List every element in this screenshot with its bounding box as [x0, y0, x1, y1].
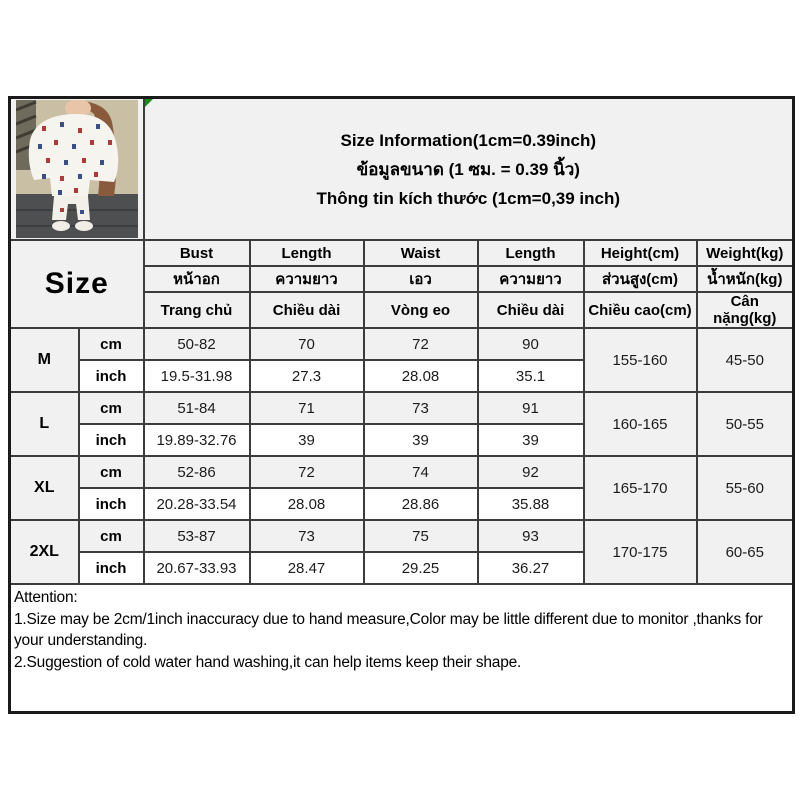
header-waist-th: เอว: [364, 266, 478, 292]
2xl-inch-waist: 29.25: [364, 552, 478, 584]
m-cm-bust: 50-82: [144, 328, 250, 360]
l-cm-length2: 91: [478, 392, 584, 424]
header-weight-en: Weight(kg): [697, 240, 794, 266]
header-length-en: Length: [250, 240, 364, 266]
title-th: ข้อมูลขนาด (1 ซม. = 0.39 นิ้ว): [356, 159, 580, 179]
m-cm-waist: 72: [364, 328, 478, 360]
title-en: Size Information(1cm=0.39inch): [340, 130, 597, 150]
unit-inch: inch: [79, 552, 144, 584]
header-waist-vi: Vòng eo: [364, 292, 478, 328]
size-header-cell: Size: [10, 240, 144, 328]
title-vi: Thông tin kích thước (1cm=0,39 inch): [316, 188, 621, 208]
m-weight: 45-50: [697, 328, 794, 392]
l-weight: 50-55: [697, 392, 794, 456]
xl-inch-length: 28.08: [250, 488, 364, 520]
attention-row: [10, 584, 794, 713]
size-label-2xl: 2XL: [10, 520, 79, 584]
xl-inch-bust: 20.28-33.54: [144, 488, 250, 520]
l-cm-bust: 51-84: [144, 392, 250, 424]
l-inch-bust: 19.89-32.76: [144, 424, 250, 456]
m-height: 155-160: [584, 328, 697, 392]
m-inch-waist: 28.08: [364, 360, 478, 392]
2xl-cm-bust: 53-87: [144, 520, 250, 552]
unit-inch: inch: [79, 488, 144, 520]
title-cell: [144, 98, 794, 241]
size-chart-sheet: [8, 96, 792, 714]
header-length2-th: ความยาว: [478, 266, 584, 292]
2xl-inch-length: 28.47: [250, 552, 364, 584]
header-height-vi: Chiều cao(cm): [584, 292, 697, 328]
header-bust-en: Bust: [144, 240, 250, 266]
header-length-th: ความยาว: [250, 266, 364, 292]
attention-heading: Attention:: [14, 589, 78, 606]
row-2xl-cm: [10, 520, 794, 552]
2xl-cm-waist: 75: [364, 520, 478, 552]
l-inch-waist: 39: [364, 424, 478, 456]
header-height-th: ส่วนสูง(cm): [584, 266, 697, 292]
2xl-height: 170-175: [584, 520, 697, 584]
2xl-cm-length: 73: [250, 520, 364, 552]
attention-line-1: 1.Size may be 2cm/1inch inaccuracy due to hand measure,Color may be little different due to monitor ,thanks for your understanding.: [14, 610, 763, 649]
attention-line-2: 2.Suggestion of cold water hand washing,it can help items keep their shape.: [14, 653, 522, 671]
2xl-weight: 60-65: [697, 520, 794, 584]
header-row-en: [10, 240, 794, 266]
header-height-en: Height(cm): [584, 240, 697, 266]
m-cm-length: 70: [250, 328, 364, 360]
l-inch-length2: 39: [478, 424, 584, 456]
header-bust-vi: Trang chủ: [144, 292, 250, 328]
header-bust-th: หน้าอก: [144, 266, 250, 292]
header-length2-en: Length: [478, 240, 584, 266]
m-inch-length2: 35.1: [478, 360, 584, 392]
2xl-inch-length2: 36.27: [478, 552, 584, 584]
green-corner-flag-icon: [145, 99, 153, 107]
unit-inch: inch: [79, 424, 144, 456]
row-m-cm: [10, 328, 794, 360]
m-cm-length2: 90: [478, 328, 584, 360]
size-label-m: M: [10, 328, 79, 392]
xl-weight: 55-60: [697, 456, 794, 520]
title-row: [10, 98, 794, 241]
size-table: [8, 96, 795, 714]
product-photo-illustration: [16, 100, 138, 238]
2xl-inch-bust: 20.67-33.93: [144, 552, 250, 584]
xl-cm-length2: 92: [478, 456, 584, 488]
xl-inch-length2: 35.88: [478, 488, 584, 520]
row-xl-cm: [10, 456, 794, 488]
unit-inch: inch: [79, 360, 144, 392]
attention-cell: [10, 584, 794, 713]
slipper-right: [75, 221, 93, 231]
row-l-cm: [10, 392, 794, 424]
m-inch-length: 27.3: [250, 360, 364, 392]
l-cm-length: 71: [250, 392, 364, 424]
m-inch-bust: 19.5-31.98: [144, 360, 250, 392]
size-label-xl: XL: [10, 456, 79, 520]
l-height: 160-165: [584, 392, 697, 456]
xl-cm-waist: 74: [364, 456, 478, 488]
header-length-vi: Chiều dài: [250, 292, 364, 328]
slipper-left: [52, 221, 70, 231]
2xl-cm-length2: 93: [478, 520, 584, 552]
unit-cm: cm: [79, 456, 144, 488]
xl-inch-waist: 28.86: [364, 488, 478, 520]
header-weight-th: น้ำหนัก(kg): [697, 266, 794, 292]
l-cm-waist: 73: [364, 392, 478, 424]
unit-cm: cm: [79, 328, 144, 360]
header-waist-en: Waist: [364, 240, 478, 266]
l-inch-length: 39: [250, 424, 364, 456]
product-photo-cell: [10, 98, 144, 241]
xl-cm-length: 72: [250, 456, 364, 488]
xl-height: 165-170: [584, 456, 697, 520]
unit-cm: cm: [79, 392, 144, 424]
header-length2-vi: Chiều dài: [478, 292, 584, 328]
header-weight-vi: Cân nặng(kg): [697, 292, 794, 328]
size-label-l: L: [10, 392, 79, 456]
unit-cm: cm: [79, 520, 144, 552]
xl-cm-bust: 52-86: [144, 456, 250, 488]
product-photo: [11, 99, 143, 239]
